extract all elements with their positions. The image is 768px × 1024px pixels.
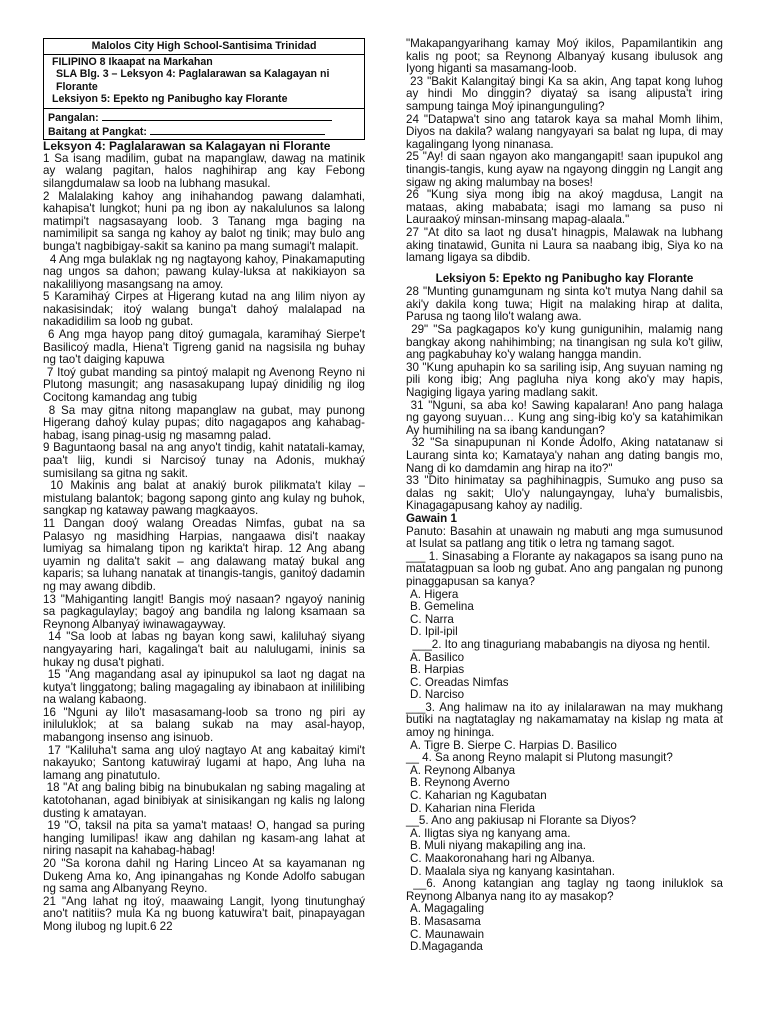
choice: B. Harpias [410,663,465,677]
section-label: Baitang at Pangkat: [48,125,147,138]
subject-line: FILIPINO 8 Ikaapat na Markahan [52,55,213,68]
header-info [44,55,364,109]
question-list [406,549,727,954]
choice: C. Narra [410,612,454,626]
student-fields [44,109,364,139]
stanza-paragraph: 30 "Kung apuhapin ko sa sariling isip, Ang suyuan naming ng pili kong ibig; Ang pagluha niya kong ako'y may hapis, Nagiging ligaya yaring madlang sakit. [406,360,723,400]
choice: A. Magagaling [410,902,485,916]
choice: B. Reynong Averno [410,776,510,790]
stanza-paragraph: 2 Malalaking kahoy ang inihahandog pawang dalamhati, kahapisa't lungkot; huni pa ng ibon ay nakalulunos sa lalong matimpi't nagsasayang loob. 3 Tanang mga baging na namimilipit sa sanga ng kahoy ay balot ng tinik; may bulo ang bunga't nagbibigay-sakit sa kanino pa mang sumagi't malapit. [43,189,365,253]
stanza-paragraph: 31 "Nguni, sa aba ko! Sawing kapalaran! Ano pang halaga ng gayong suyuan… Kung ang sing-ibig ko'y sa katahimikan Ay humihiling na sa ibang kandungan? [406,398,727,437]
name-label: Pangalan: [48,111,99,124]
stanza-paragraph: 20 "Sa korona dahil ng Haring Linceo At sa kayamanan ng Dukeng Ama ko, Ang ipinangahas ng Konde Adolfo sabugan ng sama ang Albanyang Reyno. [43,857,365,896]
stanza-paragraph: 29" "Sa pagkagapos ko'y kung gunigunihin, malamig nang bangkay akong nahihimbing; na tinangisan ng sula ko't giliw, ang pagkabuhay ko'y walang hangga mandin. [406,323,727,362]
question-text: ___3. Ang halimaw na ito ay inilalarawan na may mukhang butiki na nagtataglay ng nakamamatay na kislap ng mata at amoy ng hininga. [406,700,723,740]
choice: A. Reynong Albanya [410,763,516,777]
choice: D. Kaharian nina Flerida [410,801,536,815]
stanza-paragraph: "Makapangyarihang kamay Moý ikilos, Papamilantikin ang kalis ng poot; sa Reynong Albanyaý kusang ibulusok ang Iyong higanti sa masamang-loob. [406,37,723,76]
question-text: __5. Ano ang pakiusap ni Florante sa Diyos? [406,814,637,828]
choice: B. Muli niyang makapiling ang ina. [410,839,586,853]
stanza-paragraph: 15 "Ang magandang asal ay ipinupukol sa laot ng dagat na kutya't linggatong; baling magagaling ay ibinabaon at inililibing na walang kabaong. [43,668,369,707]
stanza-paragraph: 5 Karamihaý Cirpes at Higerang kutad na ang lilim niyon ay nakasisindak; itoý walang bunga't dahoý malalapad na nakadidilim sa loob ng gubat. [43,290,365,329]
question-text: __ 4. Sa anong Reyno malapit si Plutong masungit? [406,751,673,765]
choice: A. Basilico [410,650,465,664]
left-column [43,38,369,934]
choice: C. Maakoronahang hari ng Albanya. [410,852,595,865]
stanza-paragraph: 7 Itoý gubat manding sa pintoý malapit ng Avenong Reyno ni Plutong masungit; ang nasasakupang lupaý dinidilig ng ilog Cocitong kamandag ang tubig [43,365,369,405]
stanza-paragraph: 10 Makinis ang balat at anakiý burok pilikmata't kilay – mistulang balantok; bagong sapong ginto ang kulay ng buhok, sangkap ng kataway pawang magkaayos. [43,479,369,518]
stanza-paragraph: 32 "Sa sinapupunan ni Konde Adolfo, Aking natatanaw si Laurang sinta ko; Kamataya'y nahan ang dating bangis mo, Nang di ko damdamin ang hirap na ito?" [406,436,727,475]
question-item [406,639,723,702]
stanza-paragraph: 11 Dangan dooý walang Oreadas Nimfas, gubat na sa Palasyo ng masidhing Harpias, nangaawa disi't naakay lumiyag sa himalang tipon ng karikta't hirap. 12 Ang abang uyamin ng dalita't sakit – ang dalawang mataý bukal ang kaparis; sa luhang nanatak at tinangis-tangis, ganitoý dadamin ng may awang dibdib. [43,516,365,593]
stanza-paragraph: 18 "At ang baling bibig na binubukalan ng sabing magaling at katotohanan, agad binibiyak at sinisikangan ng kalis ng lalong dusting k amatayan. [43,781,369,820]
choice: A. Tigre B. Sierpe C. Harpias D. Basilico [410,738,617,752]
name-blank-line [102,111,332,121]
stanza-paragraph: 27 "At dito sa laot ng dusa't hinagpis, Malawak na lubhang aking tinatawid, Gunita ni Laura sa naabang ibig, Siya ko na lamang ligaya sa dibdib. [406,225,723,265]
lesson5-title: Leksiyon 5: Epekto ng Panibugho kay Florante [435,271,694,285]
lesson4-title: Leksyon 4: Paglalarawan sa Kalagayan ni Florante [43,139,331,154]
choice: C. Maunawain [410,927,485,941]
choice: A. Iligtas siya ng kanyang ama. [410,826,571,840]
stanza-paragraph: 33 "Dito hinimatay sa paghihinagpis, Sumuko ang puso sa dalas ng sakit; Ulo'y nalungayngay, luha'y bumalisbis, Kinagagapusang kahoy ay nadilig. [406,474,723,513]
lesson5-text [406,285,727,513]
stanza-paragraph: 16 "Nguni ay lilo't masasamang-loob sa trono ng piri ay iniluluklok; at sa balang sukab na may asal-hayop, mabangong insenso ang isinuob. [43,705,365,745]
section-blank-line [150,125,325,135]
section-field[interactable] [48,125,360,139]
stanza-paragraph: 19 "O, taksil na pita sa yama't mataas! O, hangad sa puring hanging lumilipas! ikaw ang dahilan ng kasam-ang lahat at niring nasapit na kahabag-habag! [43,819,369,858]
stanza-paragraph: 28 "Munting gunamgunam ng sinta ko't mutya Nang dahil sa aki'y dakila kong tuwa; Higit na malaking hirap at dalita, Parusa ng taong lilo't walang awa. [406,285,723,324]
choice: C. Oreadas Nimfas [410,675,509,689]
sla-line: SLA Blg. 3 – Leksyon 4: Paglalarawan sa Kalagayan ni Florante [56,68,330,93]
question-text: ___2. Ito ang tinaguriang mababangis na diyosa ng hentil. [406,637,711,651]
stanza-paragraph: 26 "Kung siya mong ibig na akoý magdusa, Langit na mataas, aking mababata; isagi mo lamang sa puso ni Lauraakoý minsan-minsang mapag-alaala." [406,188,723,227]
lesson4-continued [406,37,727,265]
lesson5-line: Leksiyon 5: Epekto ng Panibugho kay Florante [52,93,288,106]
question-text: ___ 1. Sinasabing a Florante ay nakagapos sa isang puno na matatagpuan sa loob ng gubat. Ano ang pangalan ng punong pinaggapusan sa kanya? [406,549,723,588]
stanza-paragraph: 6 Ang mga hayop pang ditoý gumagala, karamihaý Sierpe't Basilicoý madla, Hiena't Tigreng ganid na nagsisila ng buhay ng tao't daiging kapuwa [43,328,369,367]
question-item [406,815,723,878]
question-item [406,702,723,752]
stanza-paragraph: 17 "Kaliluha't sama ang uloý nagtayo At ang kabaitaý kimi't nakayuko; Santong katuwiraý lugami at hapo, Ang luha na lamang ang pinatutulo. [43,743,369,782]
lesson4-text [43,151,369,934]
choice: B. Masasama [410,914,481,928]
stanza-paragraph: 9 Baguntaong basal na ang anyo't tindig, kahit natatali-kamay, paa't liig, kundi si Narcisoý tunay na Adonis, mukhaý sumisilang sa gitna ng sakit. [43,441,365,480]
choice: D. Maalala siya ng kanyang kasintahan. [410,864,615,878]
name-field[interactable] [48,111,360,125]
stanza-paragraph: 24 "Datapwa't sino ang tatarok kaya sa mahal Momh lihim, Diyos na dakila? walang nangyayari sa balat ng lupa, di may kagalingang Iyong ninanasa. [406,112,723,151]
stanza-paragraph: 13 "Mahiganting langit! Bangis moý nasaan? ngayoý naninig sa pagkagulaylay; bagoý ang bandila ng lalong ksamaan sa Reynong Albanyaý iwinawagayway. [43,592,365,631]
choice: A. Higera [410,587,459,601]
choice: C. Kaharian ng Kagubatan [410,789,547,803]
stanza-paragraph: 8 Sa may gitna nitong mapanglaw na gubat, may punong Higerang dahoý kulay pupas; dito nagagapos ang kahabag-habag, isang pinag-usig ng masamng palad. [43,403,369,442]
stanza-paragraph: 23 "Bakit Kalangitaý bingi Ka sa akin, Ang tapat kong luhog ay hindi Mo dinggin? diyataý sa isang alipusta't iring sampung tainga Moý ipinangunguling? [406,74,727,113]
stanza-paragraph: 25 "Ay! di saan ngayon ako mangangapit! saan ipupukol ang tinangis-tangis, kung ayaw na ngayong dinggin ng Langit ang sigaw ng aking malumbay na boses! [406,150,723,189]
question-item [406,877,727,954]
stanza-paragraph: 21 "Ang lahat ng itoý, maawaing Langit, Iyong tinutunghaý ano't natitiis? mula Ka ng buong katuwira't bait, pinapayagan Mong ilubog ng lupit.6 22 [43,894,365,933]
activity-title: Gawain 1 [406,511,457,525]
question-item [406,752,723,815]
choice: B. Gemelina [410,600,474,614]
worksheet-header [43,38,365,140]
choice: D. Ipil-ipil [410,625,458,639]
activity-instructions: Panuto: Basahin at unawain ng mabuti ang mga sumusunod at Isulat sa patlang ang titik o letra ng tamang sagot. [406,524,723,551]
stanza-paragraph: 14 "Sa loob at labas ng bayan kong sawi, kaliluhaý siyang nangyayaring hari, kagalinga't bait au nalulugami, ininis sa hukay ng dusa't pighati. [43,630,369,669]
school-name: Malolos City High School-Santisima Trinidad [44,39,364,55]
right-column [406,37,727,954]
choice: D.Magaganda [410,940,483,954]
question-text: __6. Anong katangian ang taglay ng taong iniluklok sa Reynong Albanya nang ito ay masakop? [406,877,727,903]
stanza-paragraph: 1 Sa isang madilim, gubat na mapanglaw, dawag na matinik ay walang pagitan, halos naghihirap ang kay Febong silangdumalaw sa loob na lubhang masukal. [43,151,365,190]
question-item [406,551,723,639]
stanza-paragraph: 4 Ang mga bulaklak ng ng nagtayong kahoy, Pinakamaputing nag ungos sa dahon; pawang kulay-luksa at nakikiayon sa nakaliliyong masangsang na amoy. [43,252,369,291]
choice: D. Narciso [410,688,465,702]
